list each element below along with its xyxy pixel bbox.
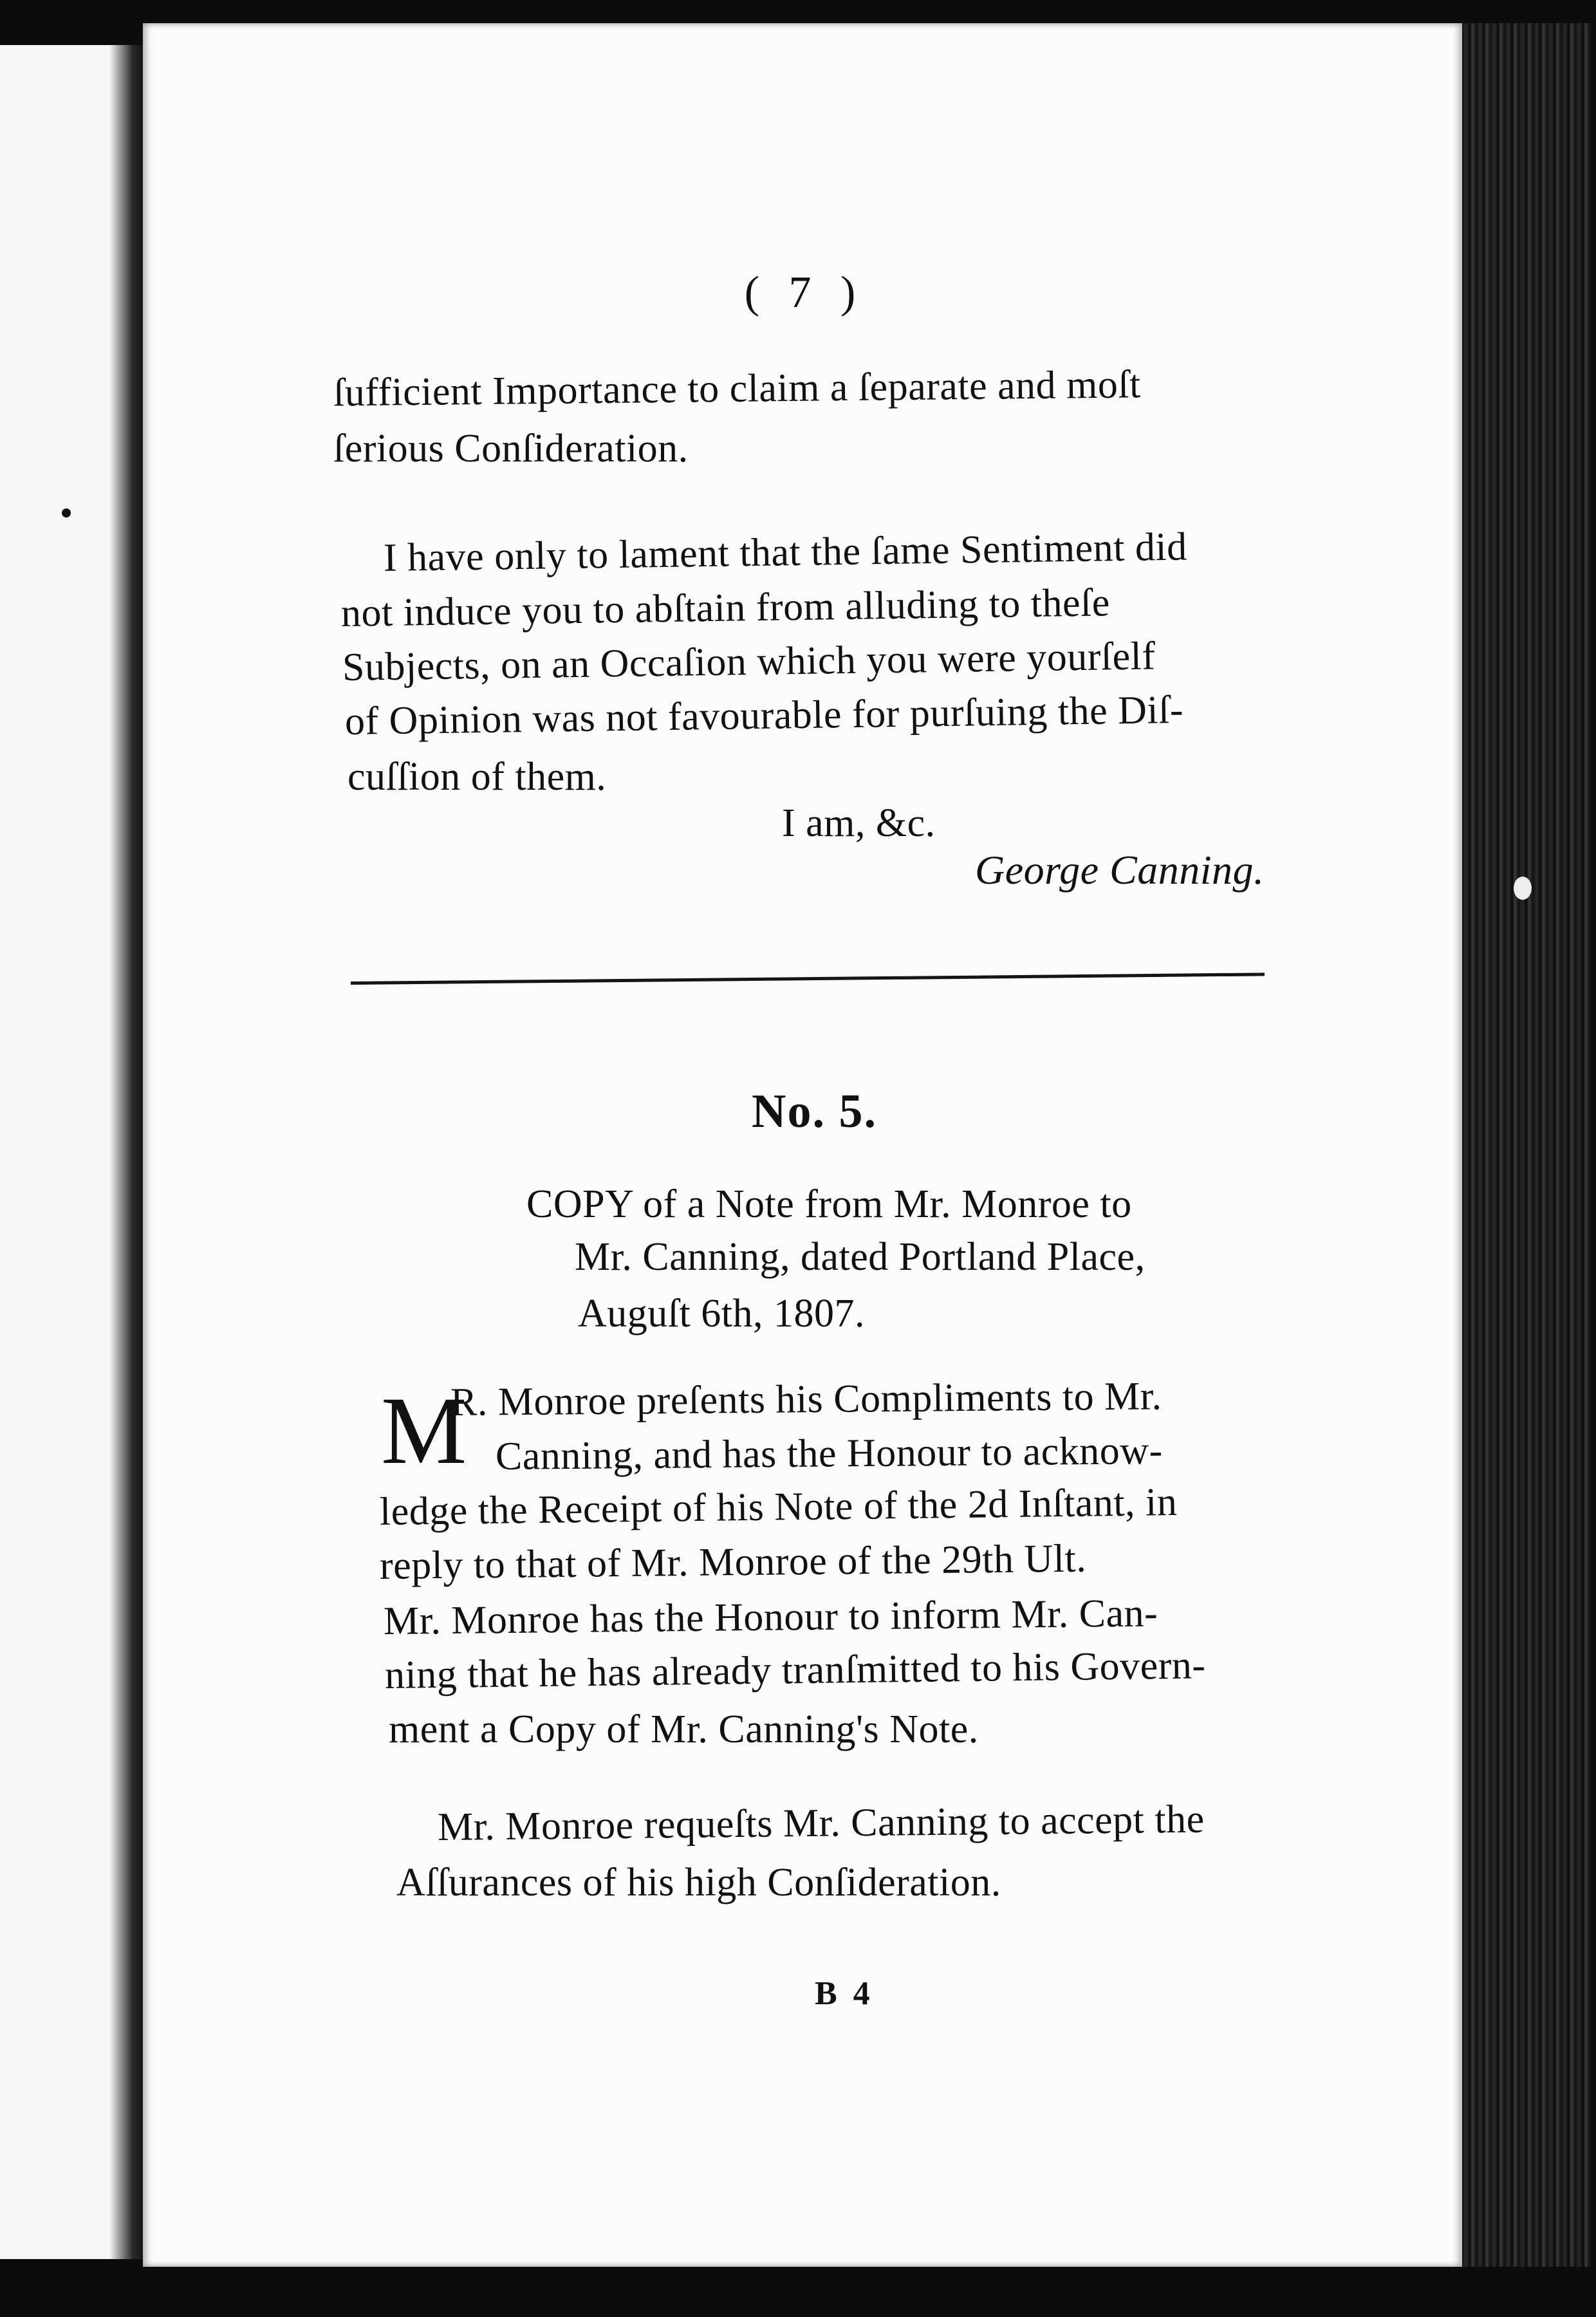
printer-signature-mark: B 4 [815, 1975, 874, 2012]
text-line: Canning, and has the Honour to acknow- [495, 1428, 1163, 1478]
text-line: reply to that of Mr. Monroe of the 29th Ult. [379, 1536, 1087, 1588]
text-line: Subjects, on an Occaſion which you were yourſelf [342, 634, 1156, 689]
signature: George Canning. [975, 847, 1265, 893]
text-line: cuſſion of them. [348, 755, 607, 799]
text-line: ſufficient Importance to claim a ſeparate and moſt [333, 362, 1142, 415]
text-line: I have only to lament that the ſame Sentiment did [383, 525, 1188, 580]
text-line: ment a Copy of Mr. Canning's Note. [389, 1708, 979, 1751]
book-gutter [109, 45, 148, 2259]
text-line: ning that he has already tranſmitted to his Govern- [384, 1643, 1206, 1697]
page-number: ( 7 ) [744, 268, 865, 317]
salutation: I am, &c. [782, 801, 936, 845]
section-title-line: COPY of a Note from Mr. Monroe to [526, 1182, 1132, 1226]
text-line: R. Monroe preſents his Compliments to Mr. [450, 1374, 1162, 1424]
ink-speck [1514, 877, 1532, 900]
text-line: Mr. Monroe requeſts Mr. Canning to accept the [437, 1797, 1205, 1849]
text-line: ledge the Receipt of his Note of the 2d Inſtant, in [379, 1480, 1178, 1534]
page-fore-edge [1462, 23, 1591, 2267]
section-number: No. 5. [752, 1085, 877, 1138]
text-line: Mr. Monroe has the Honour to inform Mr. Can- [383, 1591, 1158, 1643]
text-line: ſerious Conſideration. [333, 427, 689, 470]
book-page [143, 23, 1462, 2267]
text-line: not induce you to abſtain from alluding to theſe [340, 581, 1111, 635]
drop-cap: M [381, 1377, 467, 1484]
text-line: of Opinion was not favourable for purſuing the Diſ- [344, 687, 1184, 743]
ink-speck [62, 508, 71, 517]
section-title-line: Auguſt 6th, 1807. [578, 1292, 865, 1335]
text-line: Aſſurances of his high Conſideration. [396, 1861, 1001, 1904]
section-title-line: Mr. Canning, dated Portland Place, [575, 1235, 1146, 1279]
